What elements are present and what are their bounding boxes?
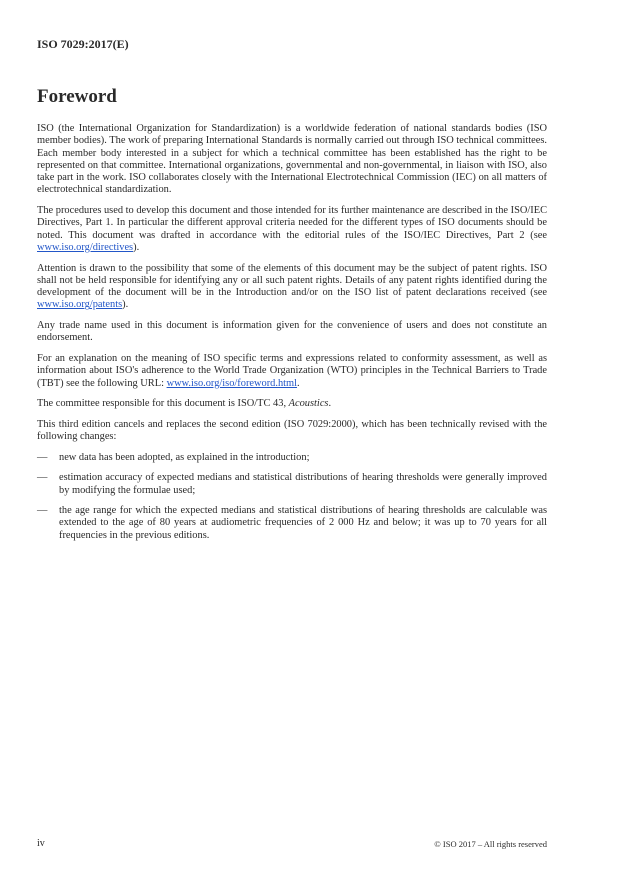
paragraph-conformity	[37, 353, 547, 390]
dash-bullet: —	[37, 451, 48, 463]
foreword-body	[37, 123, 547, 550]
copyright-notice: © ISO 2017 – All rights reserved	[434, 839, 547, 849]
page-title: Foreword	[37, 86, 117, 107]
paragraph-trade-name: Any trade name used in this document is information given for the convenience of users and does not constitute an endorsement.	[37, 320, 547, 344]
paragraph-procedures	[37, 205, 547, 254]
text: The procedures used to develop this document and those intended for its further maintenance are described in the ISO/IEC Directives, Part 1. In particular the different approval criteria needed for the different types of ISO documents should be noted. This document was drafted in accordance with the editorial rules of the ISO/IEC Directives, Part 2 (see	[37, 205, 547, 241]
text: .	[297, 377, 300, 389]
text: ).	[122, 299, 129, 311]
list-item	[37, 452, 547, 464]
text: For an explanation on the meaning of ISO specific terms and expressions related to conformity assessment, as well as information about ISO's adherence to the World Trade Organization (WTO) principles in the Technical Barriers to Trade (TBT) see the following URL:	[37, 352, 547, 389]
page-number: iv	[37, 838, 45, 849]
foreword-link[interactable]: www.iso.org/iso/foreword.html	[166, 377, 298, 389]
patents-link[interactable]: www.iso.org/patents	[37, 299, 123, 311]
directives-link[interactable]: www.iso.org/directives	[37, 241, 134, 253]
list-item	[37, 505, 547, 542]
list-item	[37, 472, 547, 497]
list-item-text: the age range for which the expected medians and statistical distributions of hearing thresholds are calculable was extended to the age of 80 years at audiometric frequencies of 2 000 Hz and below; it was up to 70 years for all frequencies in the previous editions.	[59, 505, 547, 541]
text: .	[328, 398, 332, 410]
dash-bullet: —	[37, 472, 48, 484]
paragraph-edition: This third edition cancels and replaces the second edition (ISO 7029:2000), which has been technically revised with the following changes:	[37, 418, 547, 443]
text: ).	[133, 241, 140, 253]
text: The committee responsible for this document is ISO/TC 43,	[37, 398, 289, 410]
text: Attention is drawn to the possibility that some of the elements of this document may be the subject of patent rights. ISO shall not be held responsible for identifying any or all such patent rights. Details of any patent rights identified during the development of the document will be in the Introduction and/or on the ISO list of patent declarations received (see	[37, 262, 547, 299]
document-id-header: ISO 7029:2017(E)	[37, 37, 129, 51]
dash-bullet: —	[37, 505, 48, 517]
list-item-text: new data has been adopted, as explained in the introduction;	[59, 451, 310, 463]
committee-name: Acoustics	[288, 398, 329, 410]
paragraph-patents	[37, 263, 547, 312]
paragraph-iso-intro: ISO (the International Organization for Standardization) is a worldwide federation of national standards bodies (ISO member bodies). The work of preparing International Standards is normally carried out through ISO technical committees. Each member body interested in a subject for which a technical committee has been established has the right to be represented on that committee. International organizations, governmental and non-governmental, in liaison with ISO, also take part in the work. ISO collaborates closely with the International Electrotechnical Commission (IEC) on all matters of electrotechnical standardization.	[37, 123, 547, 196]
list-item-text: estimation accuracy of expected medians and statistical distributions of hearing thresholds were generally improved by modifying the formulae used;	[59, 472, 547, 496]
paragraph-committee	[37, 398, 547, 410]
